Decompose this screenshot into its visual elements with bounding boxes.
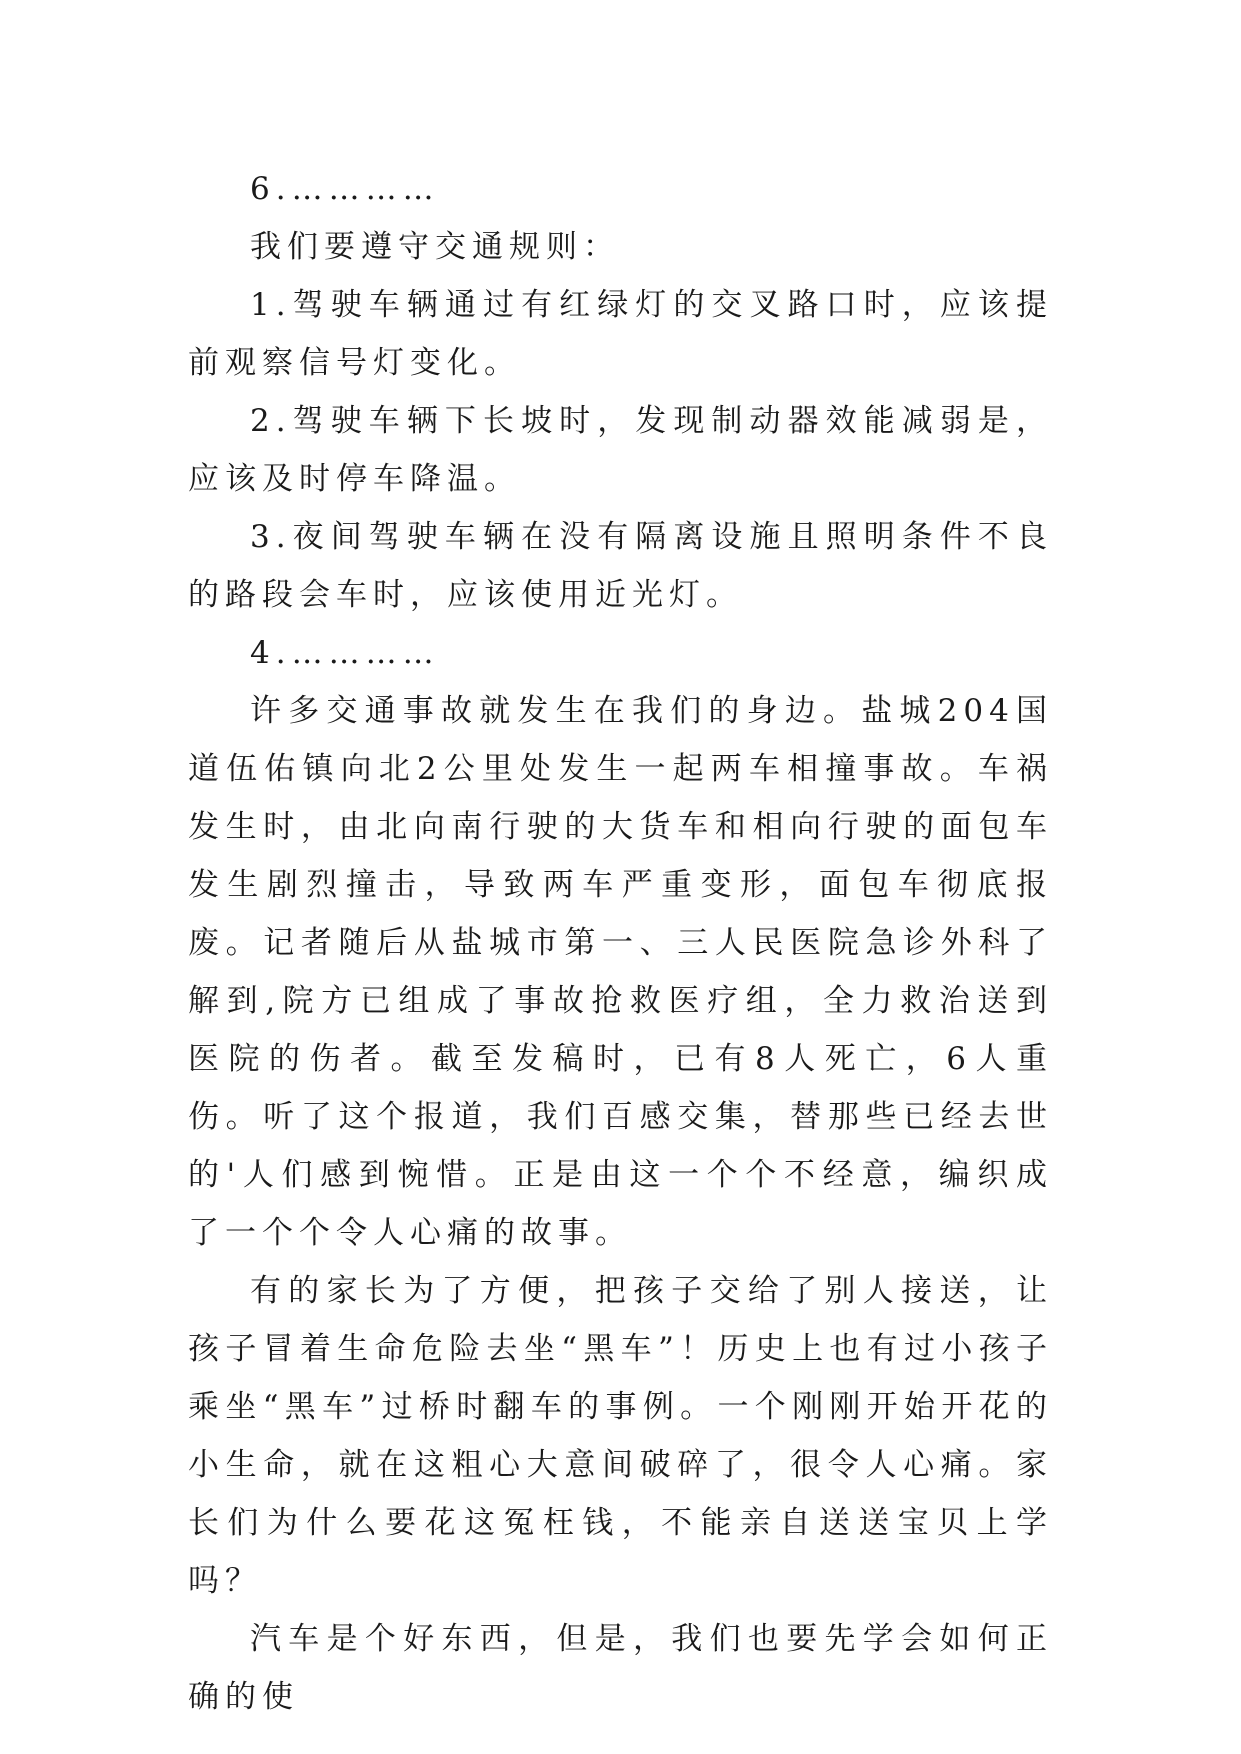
rule-item-1: 1.驾驶车辆通过有红绿灯的交叉路口时，应该提前观察信号灯变化。 — [188, 287, 1053, 381]
accident-report-paragraph: 许多交通事故就发生在我们的身边。盐城204国道伍佑镇向北2公里处发生一起两车相撞事故。车祸发生时，由北向南行驶的大货车和相向行驶的面包车发生剧烈撞击，导致两车严重变形，面包车彻底报废。记者随后从盐城市第一、三人民医院急诊外科了解到,院方已组成了事故抢救医疗组，全力救治送到医院的伤者。截至发稿时，已有8人死亡，6人重伤。听了这个报道，我们百感交集，替那些已经去世的'人们感到惋惜。正是由这一个个不经意，编织成了一个个令人心痛的故事。 — [188, 693, 1053, 1251]
closing-paragraph: 汽车是个好东西，但是，我们也要先学会如何正确的使 — [188, 1621, 1053, 1715]
traffic-rules-heading: 我们要遵守交通规则： — [250, 229, 620, 265]
rule-item-2: 2.驾驶车辆下长坡时，发现制动器效能减弱是，应该及时停车降温。 — [188, 403, 1053, 497]
document-body — [188, 160, 1053, 1726]
black-car-paragraph: 有的家长为了方便，把孩子交给了别人接送，让孩子冒着生命危险去坐“黑车”！历史上也有过小孩子乘坐“黑车”过桥时翻车的事例。一个刚刚开始开花的小生命，就在这粗心大意间破碎了，很令人心痛。家长们为什么要花这冤枉钱，不能亲自送送宝贝上学吗？ — [188, 1273, 1053, 1599]
list-item-4-ellipsis: 4.………… — [250, 635, 440, 671]
list-item-6-ellipsis: 6.………… — [250, 171, 440, 207]
rule-item-3: 3.夜间驾驶车辆在没有隔离设施且照明条件不良的路段会车时，应该使用近光灯。 — [188, 519, 1053, 613]
